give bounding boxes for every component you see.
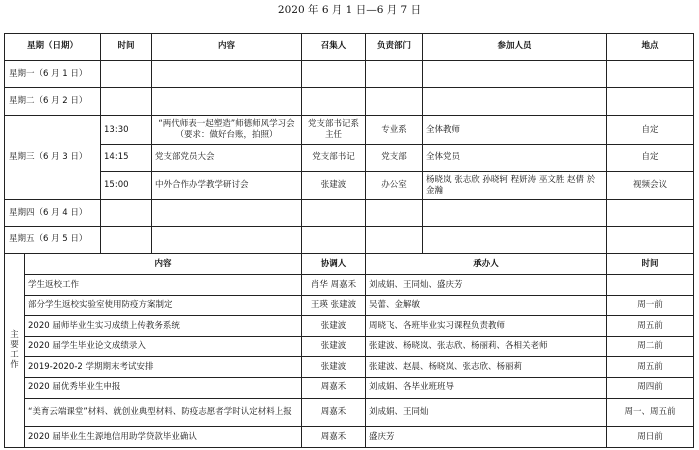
day-friday: 星期五（6 月 5 日） (5, 227, 101, 254)
event-participants: 全体党员 (423, 144, 607, 171)
task-coordinator: 王瑛 张建波 (302, 295, 366, 316)
event-content: “两代师表一起塑造”师德师风学习会（要求：做好台账，拍照） (152, 116, 302, 145)
task-coordinator: 张建波 (302, 336, 366, 357)
main-work-row (5, 295, 694, 316)
weekly-schedule-table (4, 33, 694, 448)
task-time: 周四前 (607, 378, 694, 399)
task-content: 2020 届学生毕业论文成绩录入 (25, 336, 302, 357)
header-day: 星期（日期） (5, 34, 101, 61)
event-convener: 党支部书记系主任 (302, 116, 366, 145)
task-content: “美育云端课堂”材料、就创业典型材料、防疫志愿者学时认定材料上报 (25, 398, 302, 427)
header-participants: 参加人员 (423, 34, 607, 61)
task-time: 周二前 (607, 336, 694, 357)
header-content: 内容 (152, 34, 302, 61)
main-work-header-content: 内容 (25, 253, 302, 275)
event-dept: 专业系 (366, 116, 423, 145)
event-location: 自定 (607, 116, 694, 145)
tuesday-row (5, 88, 694, 116)
event-location: 视频会议 (607, 171, 694, 200)
main-work-row (5, 316, 694, 337)
event-convener: 党支部书记 (302, 144, 366, 171)
task-coordinator: 周嘉禾 (302, 427, 366, 448)
task-organizer: 张建波、杨晓岚、张志欣、杨丽莉、各相关老师 (366, 336, 607, 357)
event-time: 15:00 (101, 171, 152, 200)
main-work-header-organizer: 承办人 (366, 253, 607, 275)
event-dept: 办公室 (366, 171, 423, 200)
event-convener: 张建波 (302, 171, 366, 200)
monday-row (5, 60, 694, 88)
main-work-row (5, 357, 694, 378)
thursday-row (5, 200, 694, 227)
wednesday-event-row (5, 171, 694, 200)
task-organizer: 刘成娟、各毕业班班导 (366, 378, 607, 399)
task-organizer: 刘成娟、王同灿、盛庆芳 (366, 275, 607, 296)
main-work-row (5, 275, 694, 296)
task-time: 周五前 (607, 357, 694, 378)
task-content: 2020 届师毕业生实习成绩上传教务系统 (25, 316, 302, 337)
task-time (607, 275, 694, 296)
task-time: 周一、周五前 (607, 398, 694, 427)
main-work-row (5, 398, 694, 427)
task-content: 2019-2020-2 学期期末考试安排 (25, 357, 302, 378)
task-content: 部分学生返校实验室使用防疫方案制定 (25, 295, 302, 316)
wednesday-event-row (5, 116, 694, 145)
event-participants: 杨晓岚 张志欣 孙晓轲 程妍涛 巫文胜 赵倩 於金瀚 (423, 171, 607, 200)
header-location: 地点 (607, 34, 694, 61)
day-wednesday: 星期三（6 月 3 日） (5, 116, 101, 200)
wednesday-event-row (5, 144, 694, 171)
event-dept: 党支部 (366, 144, 423, 171)
event-time: 14:15 (101, 144, 152, 171)
main-work-header-time: 时间 (607, 253, 694, 275)
task-coordinator: 周嘉禾 (302, 378, 366, 399)
task-time: 周日前 (607, 427, 694, 448)
task-time: 周五前 (607, 316, 694, 337)
schedule-header-row (5, 34, 694, 61)
task-coordinator: 张建波 (302, 316, 366, 337)
task-organizer: 吴蕾、金解敏 (366, 295, 607, 316)
task-time: 周一前 (607, 295, 694, 316)
task-organizer: 盛庆芳 (366, 427, 607, 448)
main-work-row (5, 378, 694, 399)
day-tuesday: 星期二（6 月 2 日） (5, 88, 101, 116)
main-work-side-label: 主要工作 (5, 253, 25, 447)
task-coordinator: 周嘉禾 (302, 398, 366, 427)
header-dept: 负责部门 (366, 34, 423, 61)
document-title: 2020 年 6 月 1 日—6 月 7 日 (277, 4, 422, 16)
day-thursday: 星期四（6 月 4 日） (5, 200, 101, 227)
event-content: 党支部党员大会 (152, 144, 302, 171)
header-time: 时间 (101, 34, 152, 61)
event-participants: 全体教师 (423, 116, 607, 145)
task-coordinator: 肖华 周嘉禾 (302, 275, 366, 296)
task-content: 2020 届毕业生生源地信用助学贷款毕业确认 (25, 427, 302, 448)
task-organizer: 周晓飞、各班毕业实习课程负责教师 (366, 316, 607, 337)
event-time: 13:30 (101, 116, 152, 145)
header-convener: 召集人 (302, 34, 366, 61)
main-work-header-coordinator: 协调人 (302, 253, 366, 275)
main-work-row (5, 427, 694, 448)
main-work-row (5, 336, 694, 357)
task-organizer: 张建波、赵晨、杨晓岚、张志欣、杨丽莉 (366, 357, 607, 378)
task-content: 学生返校工作 (25, 275, 302, 296)
main-work-header-row (5, 253, 694, 275)
friday-row (5, 227, 694, 254)
task-organizer: 刘成娟、王同灿 (366, 398, 607, 427)
task-coordinator: 张建波 (302, 357, 366, 378)
task-content: 2020 届优秀毕业生申报 (25, 378, 302, 399)
day-monday: 星期一（6 月 1 日） (5, 60, 101, 88)
event-content: 中外合作办学教学研讨会 (152, 171, 302, 200)
event-location: 自定 (607, 144, 694, 171)
